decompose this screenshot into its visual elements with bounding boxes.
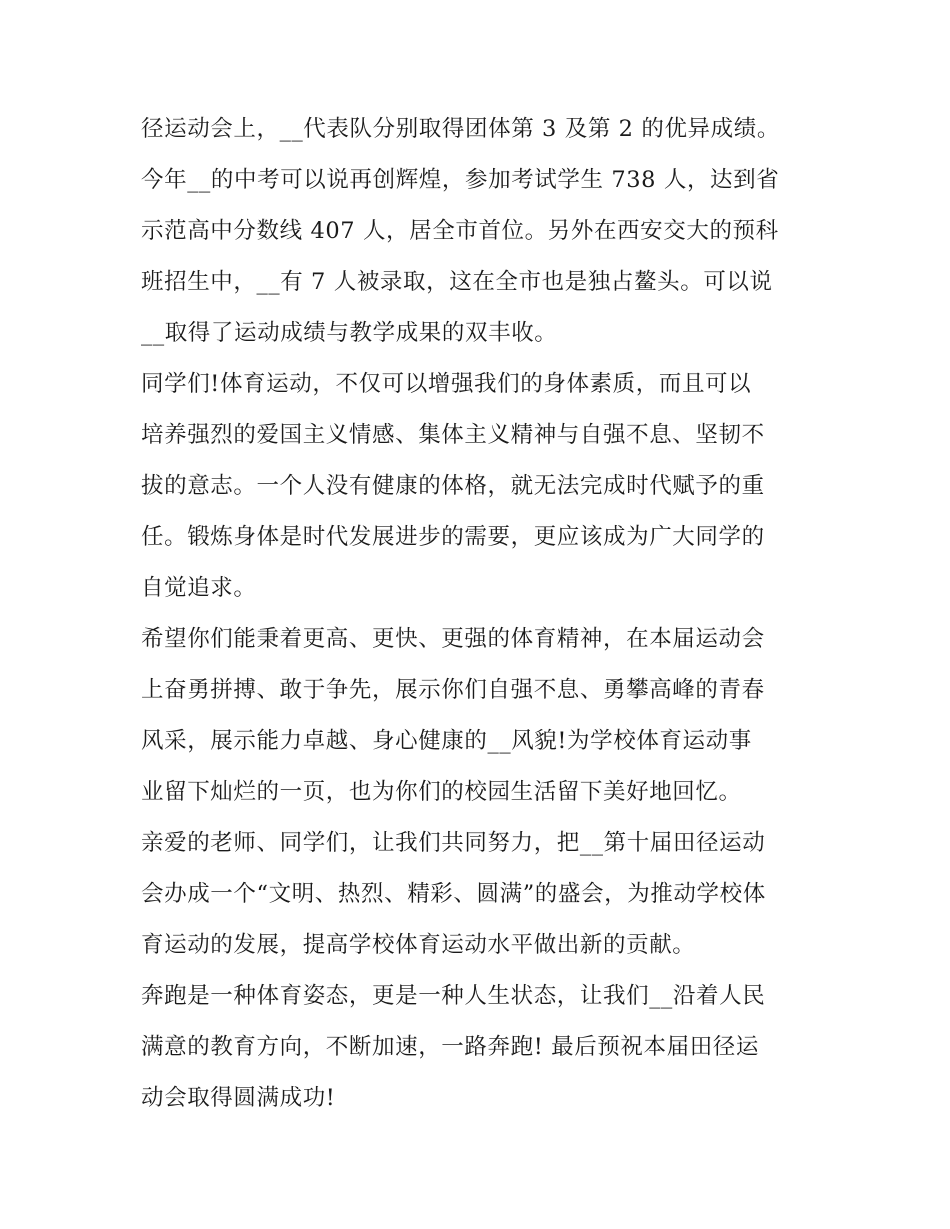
- text-line: 业留下灿烂的一页，也为你们的校园生活留下美好地回忆。: [141, 779, 742, 805]
- text-line: 班招生中，__有 7 人被录取，这在全市也是独占鳌头。可以说: [141, 269, 773, 295]
- text-line: 同学们!体育运动，不仅可以增强我们的身体素质，而且可以: [141, 371, 752, 397]
- text-line: 满意的教育方向，不断加速，一路奔跑! 最后预祝本届田径运: [141, 1034, 759, 1060]
- text-line: 亲爱的老师、同学们，让我们共同努力，把__第十届田径运动: [141, 830, 766, 856]
- document-body: [141, 104, 821, 1124]
- text-line: 上奋勇拼搏、敢于争先，展示你们自强不息、勇攀高峰的青春: [141, 677, 765, 703]
- text-line: 风采，展示能力卓越、身心健康的__风貌!为学校体育运动事: [141, 728, 752, 754]
- text-line: 今年__的中考可以说再创辉煌，参加考试学生 738 人，达到省: [141, 167, 780, 193]
- text-line: 自觉追求。: [141, 575, 257, 601]
- text-line: 径运动会上，__代表队分别取得团体第 3 及第 2 的优异成绩。: [141, 116, 780, 142]
- text-line: 拔的意志。一个人没有健康的体格，就无法完成时代赋予的重: [141, 473, 765, 499]
- text-line: 育运动的发展，提高学校体育运动水平做出新的贡献。: [141, 932, 696, 958]
- text-line: 任。锻炼身体是时代发展进步的需要，更应该成为广大同学的: [141, 524, 765, 550]
- text-line: 培养强烈的爱国主义情感、集体主义精神与自强不息、坚韧不: [141, 422, 765, 448]
- text-line: 动会取得圆满成功!: [141, 1085, 336, 1111]
- text-line: 奔跑是一种体育姿态，更是一种人生状态，让我们__沿着人民: [141, 983, 766, 1009]
- text-line: 示范高中分数线 407 人，居全市首位。另外在西安交大的预科: [141, 218, 779, 244]
- text-line: 希望你们能秉着更高、更快、更强的体育精神，在本届运动会: [141, 626, 765, 652]
- text-line: __取得了运动成绩与教学成果的双丰收。: [141, 320, 558, 346]
- text-line: 会办成一个“文明、热烈、精彩、圆满”的盛会，为推动学校体: [141, 881, 766, 907]
